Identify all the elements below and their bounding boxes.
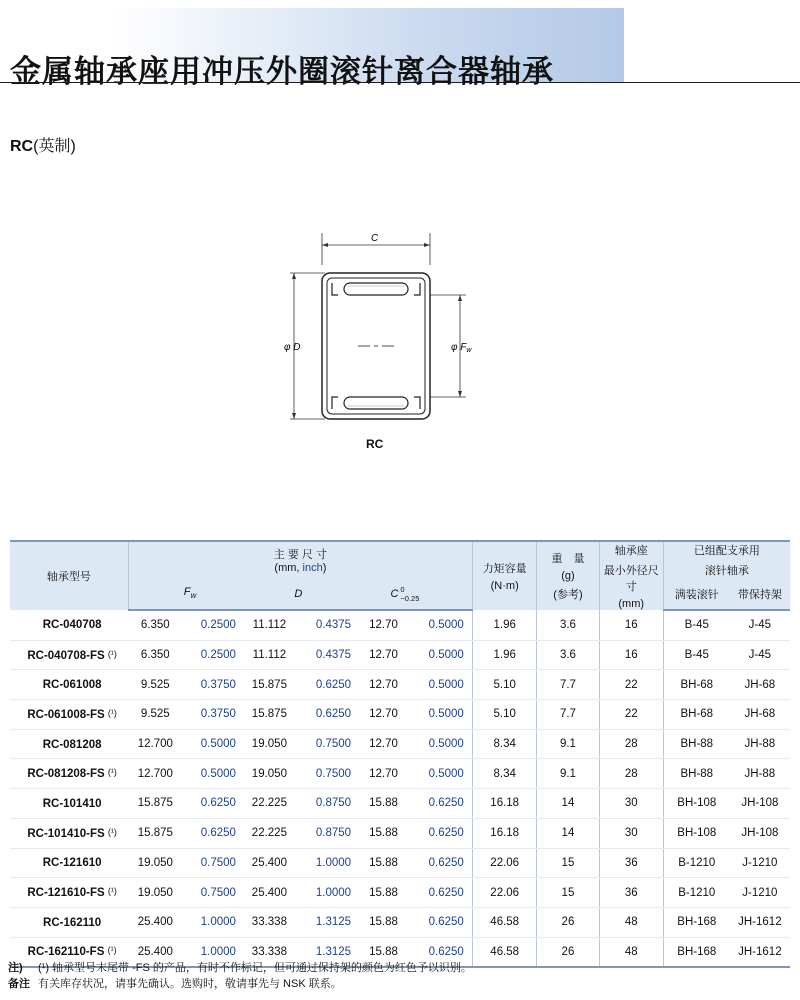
cell-combo-cage: J-45 bbox=[730, 640, 790, 670]
cell-combo-full: BH-68 bbox=[663, 670, 729, 700]
cell-fw-mm: 6.350 bbox=[128, 610, 188, 640]
cell-c-mm: 12.70 bbox=[358, 759, 414, 789]
table-row bbox=[10, 729, 790, 759]
header-combo: 已组配支承用 滚针轴承 bbox=[663, 541, 790, 578]
header-combo-cage: 带保持架 bbox=[730, 578, 790, 610]
cell-combo-cage: JH-88 bbox=[730, 759, 790, 789]
cell-fw-inch: 0.7500 bbox=[188, 848, 242, 878]
cell-weight: 14 bbox=[537, 789, 599, 819]
cell-fw-inch: 0.3750 bbox=[188, 700, 242, 730]
series-heading bbox=[10, 133, 76, 156]
cell-weight: 26 bbox=[537, 907, 599, 937]
cell-d-mm: 15.875 bbox=[242, 670, 302, 700]
cell-c-inch: 0.6250 bbox=[414, 878, 472, 908]
footnote-marker: (¹) bbox=[107, 767, 117, 778]
cell-d-inch: 1.0000 bbox=[302, 878, 358, 908]
cell-d-inch: 0.6250 bbox=[302, 700, 358, 730]
cell-c-inch: 0.6250 bbox=[414, 848, 472, 878]
cell-combo-full: BH-68 bbox=[663, 700, 729, 730]
header-torque: 力矩容量 (N·m) bbox=[473, 541, 537, 610]
cell-combo-cage: JH-88 bbox=[730, 729, 790, 759]
cell-c-mm: 15.88 bbox=[358, 907, 414, 937]
cell-housing: 36 bbox=[599, 878, 663, 908]
page-title: 金属轴承座用冲压外圈滚针离合器轴承 bbox=[10, 54, 554, 90]
cell-model: RC-101410-FS $^{(^1)}$ bbox=[10, 818, 128, 848]
cell-fw-mm: 9.525 bbox=[128, 670, 188, 700]
cell-fw-inch: 0.5000 bbox=[188, 759, 242, 789]
cell-housing: 22 bbox=[599, 670, 663, 700]
cell-fw-mm: 12.700 bbox=[128, 759, 188, 789]
cell-torque: 8.34 bbox=[473, 729, 537, 759]
cell-c-mm: 12.70 bbox=[358, 670, 414, 700]
cell-c-mm: 15.88 bbox=[358, 878, 414, 908]
lower-needle bbox=[344, 397, 408, 409]
cell-d-mm: 22.225 bbox=[242, 818, 302, 848]
cell-model: RC-162110 bbox=[10, 907, 128, 937]
cell-c-inch: 0.5000 bbox=[414, 700, 472, 730]
cell-combo-cage: JH-108 bbox=[730, 818, 790, 848]
header-fw: $F_w$ bbox=[128, 578, 242, 610]
table-row bbox=[10, 670, 790, 700]
cell-d-inch: 0.4375 bbox=[302, 640, 358, 670]
cell-housing: 22 bbox=[599, 700, 663, 730]
table-row bbox=[10, 907, 790, 937]
cell-d-mm: 22.225 bbox=[242, 789, 302, 819]
note-label: 注) bbox=[8, 962, 23, 974]
cell-housing: 28 bbox=[599, 729, 663, 759]
header-combo-full: 满装滚针 bbox=[663, 578, 729, 610]
cell-combo-cage: J-45 bbox=[730, 610, 790, 640]
cell-weight: 7.7 bbox=[537, 700, 599, 730]
cell-model: RC-061008-FS $^{(^1)}$ bbox=[10, 700, 128, 730]
cell-fw-inch: 0.2500 bbox=[188, 610, 242, 640]
cell-c-inch: 0.5000 bbox=[414, 759, 472, 789]
cell-combo-cage: J-1210 bbox=[730, 848, 790, 878]
cell-c-inch: 0.6250 bbox=[414, 907, 472, 937]
cell-fw-mm: 15.875 bbox=[128, 818, 188, 848]
cell-torque: 1.96 bbox=[473, 610, 537, 640]
cell-torque: 8.34 bbox=[473, 759, 537, 789]
diagram-caption: RC bbox=[366, 437, 384, 451]
table-row bbox=[10, 878, 790, 908]
cell-fw-mm: 12.700 bbox=[128, 729, 188, 759]
cell-fw-inch: 0.6250 bbox=[188, 789, 242, 819]
cell-torque: 22.06 bbox=[473, 878, 537, 908]
cell-c-mm: 12.70 bbox=[358, 729, 414, 759]
cell-model: RC-061008 bbox=[10, 670, 128, 700]
header-weight: 重 量 (g) (参考) bbox=[537, 541, 599, 610]
cell-weight: 15 bbox=[537, 848, 599, 878]
header-housing: 轴承座 最小外径尺寸 (mm) bbox=[599, 541, 663, 610]
cell-combo-full: B-45 bbox=[663, 640, 729, 670]
cell-torque: 1.96 bbox=[473, 640, 537, 670]
cell-d-mm: 15.875 bbox=[242, 700, 302, 730]
cell-c-inch: 0.5000 bbox=[414, 640, 472, 670]
cell-housing: 48 bbox=[599, 907, 663, 937]
cell-model: RC-040708 bbox=[10, 610, 128, 640]
cell-model: RC-040708-FS $^{(^1)}$ bbox=[10, 640, 128, 670]
label-d: φ D bbox=[284, 342, 301, 353]
cell-torque: 46.58 bbox=[473, 907, 537, 937]
cell-weight: 15 bbox=[537, 878, 599, 908]
cell-fw-mm: 6.350 bbox=[128, 640, 188, 670]
spec-table bbox=[10, 540, 790, 968]
cell-housing: 30 bbox=[599, 818, 663, 848]
cell-housing: 36 bbox=[599, 848, 663, 878]
cell-weight: 3.6 bbox=[537, 610, 599, 640]
cell-d-inch: 0.7500 bbox=[302, 759, 358, 789]
footnote-marker: (¹) bbox=[107, 648, 117, 659]
cell-weight: 3.6 bbox=[537, 640, 599, 670]
cell-torque: 5.10 bbox=[473, 670, 537, 700]
cell-combo-full: BH-168 bbox=[663, 937, 729, 967]
cell-model: RC-162110-FS $^{(^1)}$ bbox=[10, 937, 128, 967]
note-line bbox=[8, 960, 472, 976]
notes bbox=[8, 960, 472, 992]
cell-c-mm: 15.88 bbox=[358, 789, 414, 819]
cell-fw-mm: 19.050 bbox=[128, 848, 188, 878]
header-d: D bbox=[242, 578, 358, 610]
cell-fw-inch: 1.0000 bbox=[188, 937, 242, 967]
cell-fw-inch: 0.5000 bbox=[188, 729, 242, 759]
cell-model: RC-121610 bbox=[10, 848, 128, 878]
footnote-marker: (¹) bbox=[107, 945, 117, 956]
table-row bbox=[10, 610, 790, 640]
cell-weight: 14 bbox=[537, 818, 599, 848]
cell-d-mm: 19.050 bbox=[242, 729, 302, 759]
table-row bbox=[10, 700, 790, 730]
cell-d-mm: 11.112 bbox=[242, 640, 302, 670]
cell-d-inch: 1.3125 bbox=[302, 907, 358, 937]
label-c: C bbox=[371, 233, 379, 244]
cell-housing: 28 bbox=[599, 759, 663, 789]
cell-combo-cage: JH-1612 bbox=[730, 937, 790, 967]
cell-c-inch: 0.5000 bbox=[414, 729, 472, 759]
cell-fw-inch: 0.6250 bbox=[188, 818, 242, 848]
header-model: 轴承型号 bbox=[10, 541, 128, 610]
cell-combo-cage: JH-68 bbox=[730, 700, 790, 730]
cell-combo-cage: JH-1612 bbox=[730, 907, 790, 937]
cell-c-mm: 15.88 bbox=[358, 937, 414, 967]
cell-fw-inch: 1.0000 bbox=[188, 907, 242, 937]
cell-combo-full: B-45 bbox=[663, 610, 729, 640]
svg-text:φ Fw bbox=[451, 342, 472, 354]
cell-weight: 26 bbox=[537, 937, 599, 967]
cell-weight: 9.1 bbox=[537, 759, 599, 789]
cell-d-mm: 33.338 bbox=[242, 907, 302, 937]
cell-d-inch: 0.7500 bbox=[302, 729, 358, 759]
cell-c-mm: 12.70 bbox=[358, 700, 414, 730]
cell-housing: 16 bbox=[599, 610, 663, 640]
cell-d-mm: 25.400 bbox=[242, 848, 302, 878]
cell-weight: 7.7 bbox=[537, 670, 599, 700]
cell-d-mm: 25.400 bbox=[242, 878, 302, 908]
remark-line bbox=[8, 976, 472, 992]
table-row bbox=[10, 640, 790, 670]
series-suffix: (英制) bbox=[33, 138, 76, 155]
spec-table-body bbox=[10, 610, 790, 967]
cell-fw-mm: 25.400 bbox=[128, 907, 188, 937]
cell-d-mm: 11.112 bbox=[242, 610, 302, 640]
cell-fw-mm: 15.875 bbox=[128, 789, 188, 819]
table-row bbox=[10, 759, 790, 789]
cell-d-mm: 33.338 bbox=[242, 937, 302, 967]
cell-d-inch: 0.8750 bbox=[302, 818, 358, 848]
cell-combo-cage: JH-68 bbox=[730, 670, 790, 700]
label-fw-sub: w bbox=[466, 347, 472, 354]
footnote-marker: (¹) bbox=[107, 826, 117, 837]
cell-fw-mm: 9.525 bbox=[128, 700, 188, 730]
cell-housing: 16 bbox=[599, 640, 663, 670]
cell-d-inch: 0.6250 bbox=[302, 670, 358, 700]
table-row bbox=[10, 789, 790, 819]
cell-combo-cage: JH-108 bbox=[730, 789, 790, 819]
remark-text: 有关库存状况，请事先确认。选购时，敬请事先与 NSK 联系。 bbox=[38, 978, 342, 990]
cell-combo-full: B-1210 bbox=[663, 848, 729, 878]
cell-torque: 22.06 bbox=[473, 848, 537, 878]
cell-combo-full: B-1210 bbox=[663, 878, 729, 908]
footnote-marker: (¹) bbox=[107, 707, 117, 718]
cell-combo-full: BH-88 bbox=[663, 759, 729, 789]
cell-model: RC-081208 bbox=[10, 729, 128, 759]
cell-weight: 9.1 bbox=[537, 729, 599, 759]
note-text: (¹) 轴承型号末尾带 -FS 的产品，有时不作标记，但可通过保持架的颜色为红色予以识别。 bbox=[38, 962, 472, 974]
header-c: C 0 −0.25 bbox=[358, 578, 472, 610]
cell-d-inch: 1.3125 bbox=[302, 937, 358, 967]
table-row bbox=[10, 848, 790, 878]
table-row bbox=[10, 818, 790, 848]
cell-c-mm: 12.70 bbox=[358, 640, 414, 670]
header-units-inch: inch bbox=[302, 562, 323, 574]
cell-c-inch: 0.6250 bbox=[414, 937, 472, 967]
cell-fw-mm: 19.050 bbox=[128, 878, 188, 908]
title-rule bbox=[0, 82, 800, 83]
cell-d-inch: 0.8750 bbox=[302, 789, 358, 819]
cell-d-mm: 19.050 bbox=[242, 759, 302, 789]
cell-combo-cage: J-1210 bbox=[730, 878, 790, 908]
cell-housing: 30 bbox=[599, 789, 663, 819]
cell-combo-full: BH-108 bbox=[663, 789, 729, 819]
upper-needle bbox=[344, 283, 408, 295]
cell-c-mm: 12.70 bbox=[358, 610, 414, 640]
cell-housing: 48 bbox=[599, 937, 663, 967]
cell-torque: 16.18 bbox=[473, 818, 537, 848]
cell-model: RC-101410 bbox=[10, 789, 128, 819]
cell-fw-inch: 0.3750 bbox=[188, 670, 242, 700]
header-units: (mm, inch) bbox=[274, 562, 327, 574]
bearing-cross-section-diagram bbox=[270, 225, 490, 460]
cell-torque: 46.58 bbox=[473, 937, 537, 967]
cell-combo-full: BH-88 bbox=[663, 729, 729, 759]
cell-fw-mm: 25.400 bbox=[128, 937, 188, 967]
cell-fw-inch: 0.2500 bbox=[188, 640, 242, 670]
cell-c-mm: 15.88 bbox=[358, 848, 414, 878]
cell-c-inch: 0.6250 bbox=[414, 789, 472, 819]
cell-d-inch: 1.0000 bbox=[302, 848, 358, 878]
cell-c-inch: 0.6250 bbox=[414, 818, 472, 848]
header-main-dims bbox=[128, 541, 472, 578]
cell-d-inch: 0.4375 bbox=[302, 610, 358, 640]
cell-c-mm: 15.88 bbox=[358, 818, 414, 848]
cell-c-inch: 0.5000 bbox=[414, 670, 472, 700]
remark-label: 备注 bbox=[8, 978, 30, 990]
cell-torque: 5.10 bbox=[473, 700, 537, 730]
cell-torque: 16.18 bbox=[473, 789, 537, 819]
cell-c-inch: 0.5000 bbox=[414, 610, 472, 640]
series-code: RC bbox=[10, 138, 34, 155]
header-main-dims-title: 主 要 尺 寸 bbox=[273, 549, 327, 561]
cell-fw-inch: 0.7500 bbox=[188, 878, 242, 908]
cell-combo-full: BH-168 bbox=[663, 907, 729, 937]
cell-model: RC-081208-FS $^{(^1)}$ bbox=[10, 759, 128, 789]
cell-combo-full: BH-108 bbox=[663, 818, 729, 848]
cell-model: RC-121610-FS $^{(^1)}$ bbox=[10, 878, 128, 908]
label-fw: φ F bbox=[451, 342, 467, 353]
footnote-marker: (¹) bbox=[107, 886, 117, 897]
